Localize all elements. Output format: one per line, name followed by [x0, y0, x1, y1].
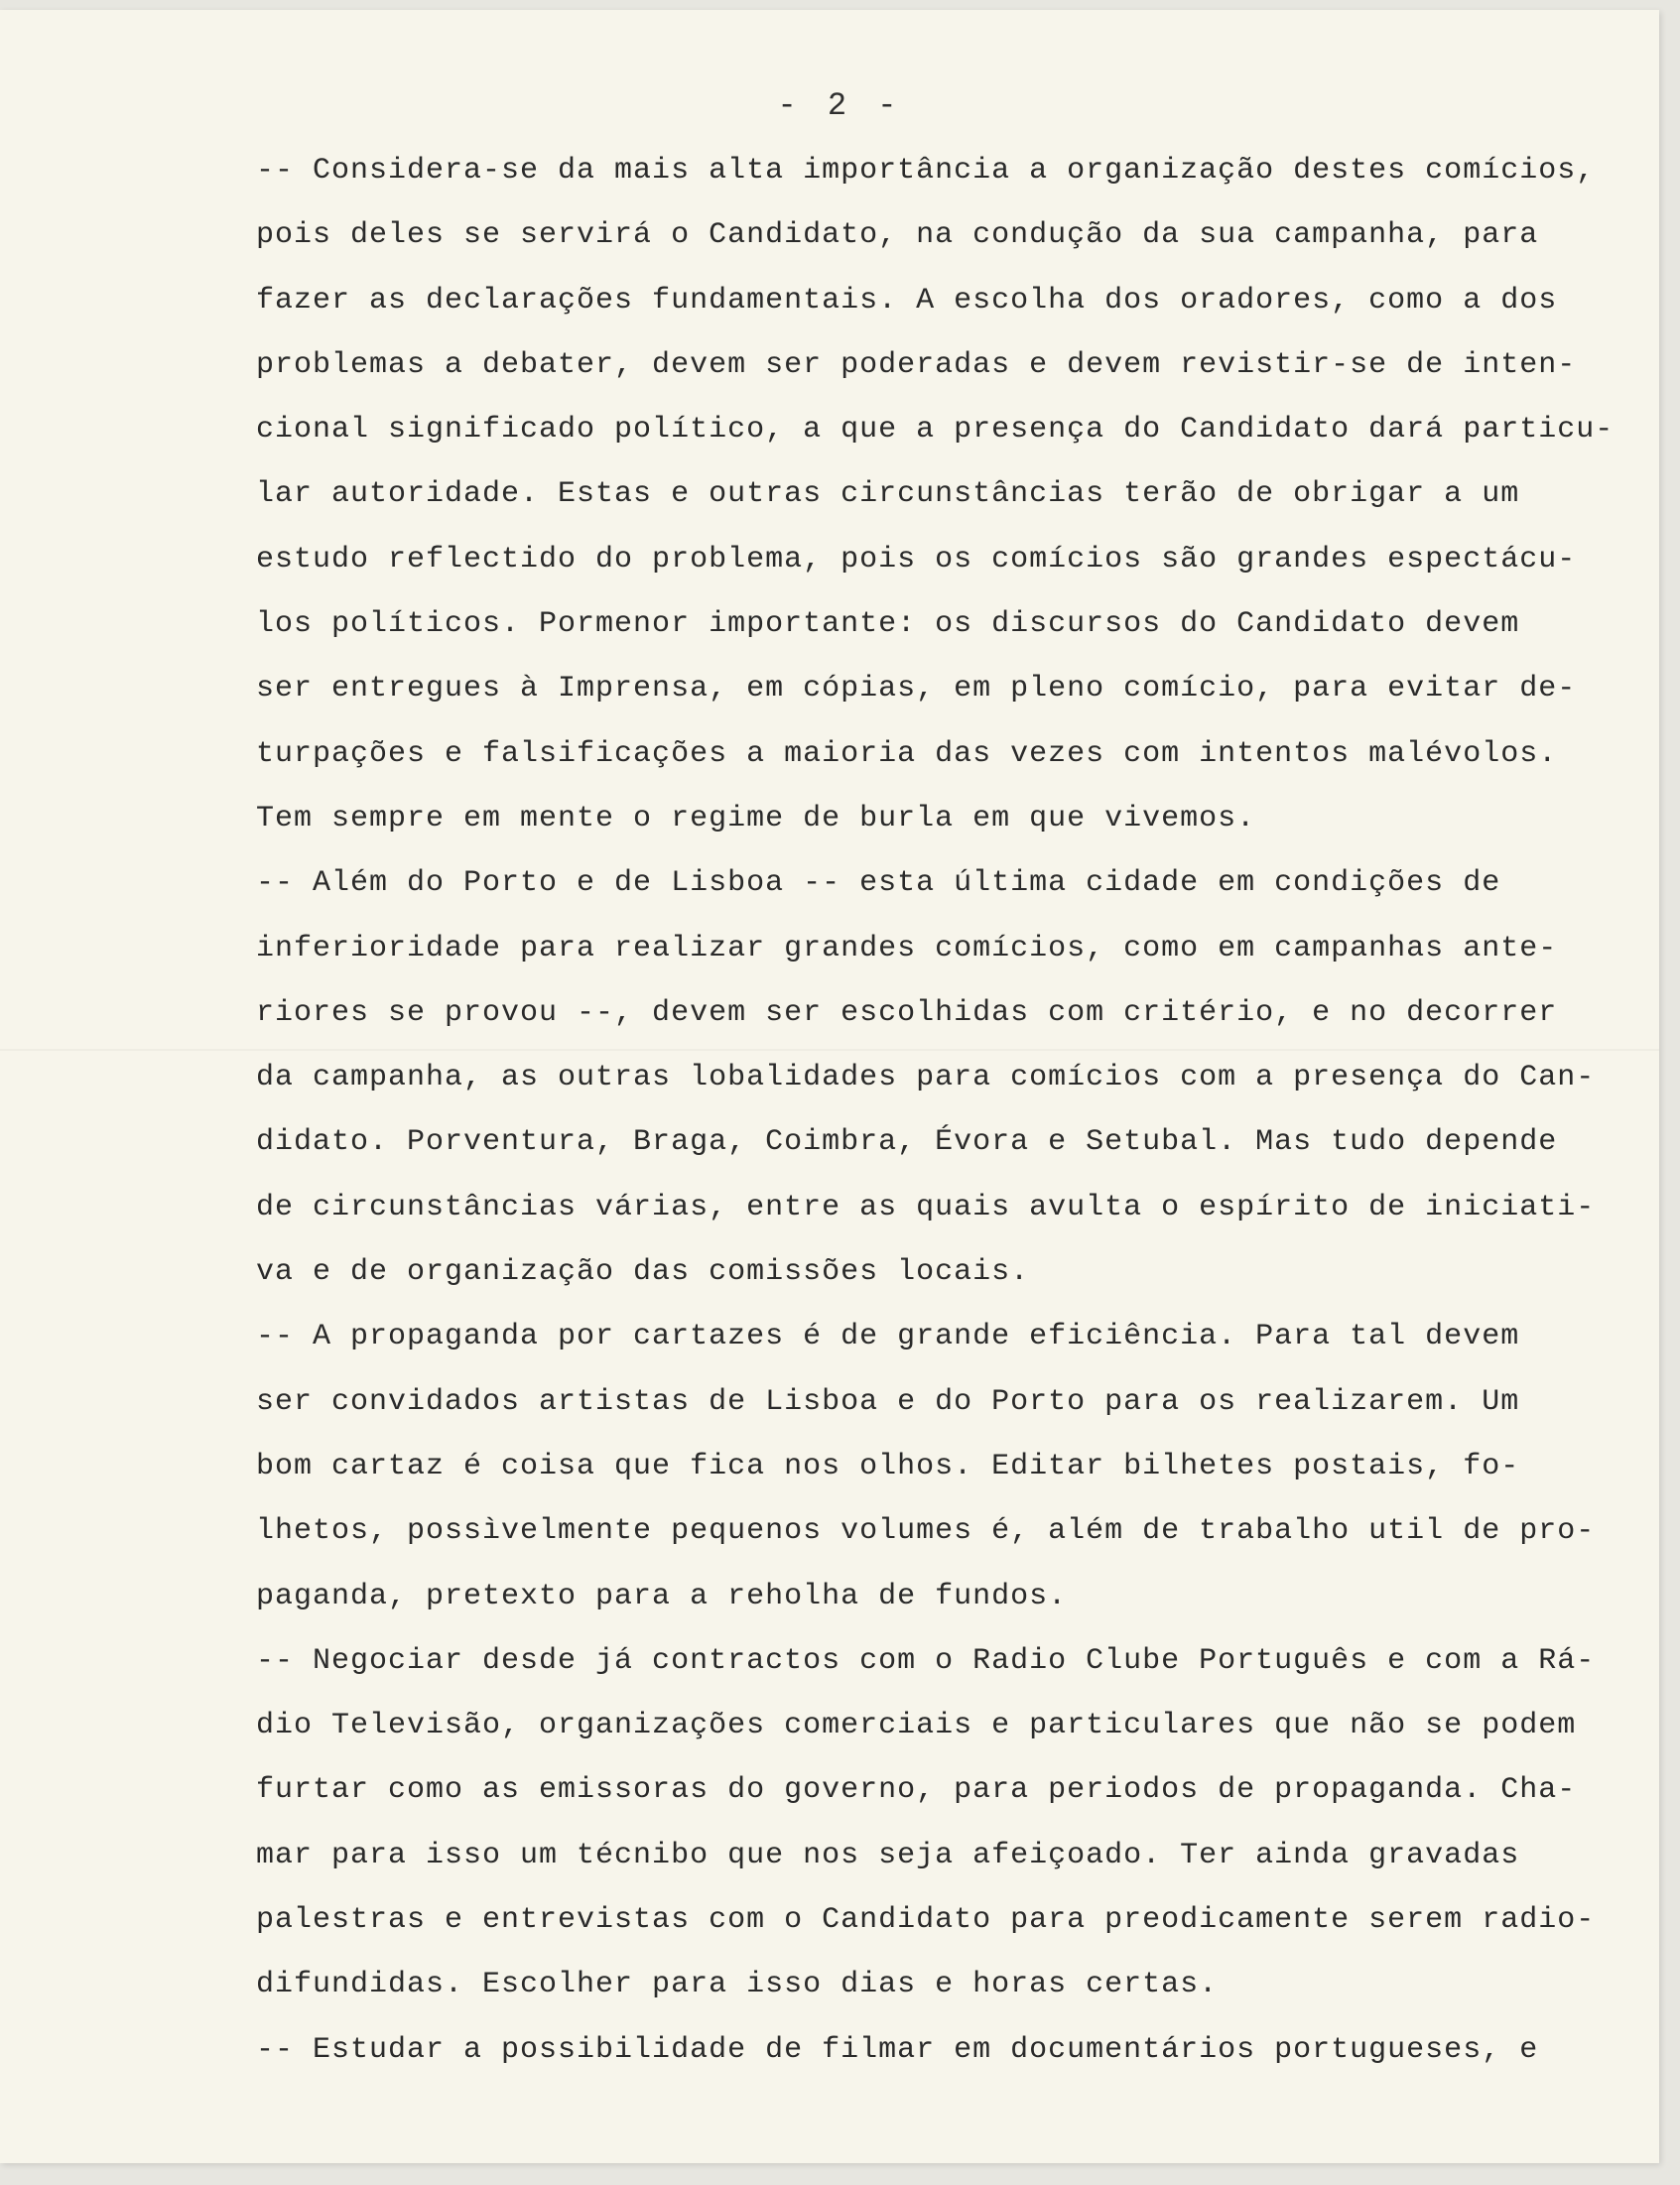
- page-number: - 2 -: [777, 87, 903, 124]
- text-line: paganda, pretexto para a reholha de fundos.: [256, 1579, 1068, 1613]
- text-line: -- Considera-se da mais alta importância a organização destes comícios,: [256, 154, 1596, 188]
- text-line: palestras e entrevistas com o Candidato para preodicamente serem radio-: [256, 1903, 1596, 1938]
- text-line: va e de organização das comissões locais.: [256, 1255, 1030, 1290]
- text-line: -- A propaganda por cartazes é de grande eficiência. Para tal devem: [256, 1320, 1520, 1354]
- text-line: da campanha, as outras lobalidades para comícios com a presença do Can-: [256, 1061, 1596, 1095]
- text-line: -- Negociar desde já contractos com o Radio Clube Português e com a Rá-: [256, 1643, 1596, 1678]
- text-line: fazer as declarações fundamentais. A escolha dos oradores, como a dos: [256, 283, 1558, 318]
- text-line: lar autoridade. Estas e outras circunstâncias terão de obrigar a um: [256, 477, 1520, 512]
- text-line: difundidas. Escolher para isso dias e horas certas.: [256, 1968, 1219, 2002]
- text-line: -- Além do Porto e de Lisboa -- esta última cidade em condições de: [256, 866, 1501, 901]
- text-line: didato. Porventura, Braga, Coimbra, Évora e Setubal. Mas tudo depende: [256, 1125, 1558, 1160]
- text-line: los políticos. Pormenor importante: os discursos do Candidato devem: [256, 607, 1520, 642]
- text-line: mar para isso um técnibo que nos seja afeiçoado. Ter ainda gravadas: [256, 1838, 1520, 1872]
- typed-body-text: [256, 139, 1665, 2083]
- text-line: pois deles se servirá o Candidato, na condução da sua campanha, para: [256, 218, 1539, 253]
- text-line: estudo reflectido do problema, pois os comícios são grandes espectácu-: [256, 542, 1577, 577]
- text-line: inferioridade para realizar grandes comícios, como em campanhas ante-: [256, 931, 1558, 965]
- text-line: turpações e falsificações a maioria das vezes com intentos malévolos.: [256, 736, 1558, 771]
- text-line: cional significado político, a que a presença do Candidato dará particu-: [256, 413, 1615, 448]
- text-line: bom cartaz é coisa que fica nos olhos. Editar bilhetes postais, fo-: [256, 1449, 1520, 1483]
- text-line: de circunstâncias várias, entre as quais avulta o espírito de iniciati-: [256, 1190, 1596, 1224]
- text-line: riores se provou --, devem ser escolhidas com critério, e no decorrer: [256, 995, 1558, 1030]
- text-line: ser entregues à Imprensa, em cópias, em pleno comício, para evitar de-: [256, 672, 1577, 707]
- text-line: furtar como as emissoras do governo, para periodos de propaganda. Cha-: [256, 1773, 1577, 1808]
- text-line: problemas a debater, devem ser poderadas e devem revistir-se de inten-: [256, 347, 1577, 382]
- text-line: Tem sempre em mente o regime de burla em que vivemos.: [256, 801, 1256, 835]
- text-line: lhetos, possìvelmente pequenos volumes é, além de trabalho util de pro-: [256, 1514, 1596, 1549]
- text-line: dio Televisão, organizações comerciais e particulares que não se podem: [256, 1709, 1577, 1743]
- text-line: ser convidados artistas de Lisboa e do Porto para os realizarem. Um: [256, 1384, 1520, 1419]
- text-line: -- Estudar a possibilidade de filmar em documentários portugueses, e: [256, 2032, 1539, 2067]
